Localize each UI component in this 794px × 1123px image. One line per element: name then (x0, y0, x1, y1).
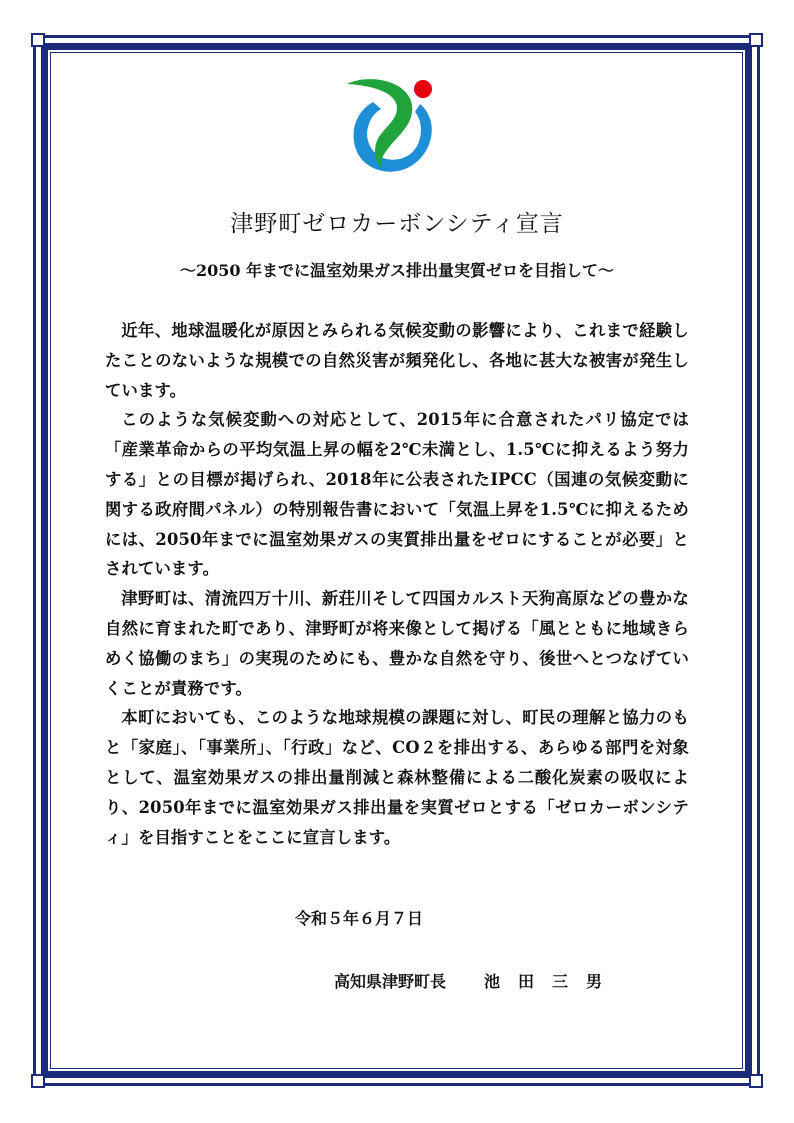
border-corner-ornament (749, 1074, 763, 1088)
declaration-body (105, 316, 689, 852)
paragraph: このような気候変動への対応として、2015年に合意されたパリ協定では「産業革命からの平均気温上昇の幅を2℃未満とし、1.5℃に抑えるよう努力する」との目標が掲げられ、2018年に公表されたIPCC（国連の気候変動に関する政府間パネル）の特別報告書において「気温上昇を1.5℃に抑えるためには、2050年までに温室効果ガスの実質排出量をゼロにすることが必要」とされています。 (105, 410, 689, 579)
tsuno-town-emblem-icon (343, 72, 439, 176)
declaration-date: 令和５年６月７日 (295, 909, 424, 928)
signature-block (334, 969, 620, 992)
page-title: 津野町ゼロカーボンシティ宣言 (230, 211, 564, 237)
paragraph: 津野町は、清流四万十川、新荘川そして四国カルスト天狗高原などの豊かな自然に育まれた町であり、津野町が将来像として掲げる「風とともに地域きらめく協働のまち」の実現のためにも、豊かな自然を守り、後世へとつなげていくことが責務です。 (105, 589, 689, 698)
border-corner-ornament (31, 1074, 45, 1088)
signer-name: 池田三男 (484, 972, 621, 991)
signer-position: 高知県津野町長 (334, 972, 447, 991)
border-corner-ornament (31, 33, 45, 47)
paragraph: 近年、地球温暖化が原因とみられる気候変動の影響により、これまで経験したことのないような規模での自然災害が頻発化し、各地に甚大な被害が発生しています。 (105, 321, 689, 400)
paragraph: 本町においても、このような地球規模の課題に対し、町民の理解と協力のもと「家庭」、「事業所」、「行政」など、CO２を排出する、あらゆる部門を対象として、温室効果ガスの排出量削減と森林整備による二酸化炭素の吸収により、2050年までに温室効果ガス排出量を実質ゼロとする「ゼロカーボンシティ」を目指すことをここに宣言します。 (105, 708, 689, 847)
border-corner-ornament (749, 33, 763, 47)
page-subtitle: ～2050 年までに温室効果ガス排出量実質ゼロを目指して～ (179, 261, 615, 280)
